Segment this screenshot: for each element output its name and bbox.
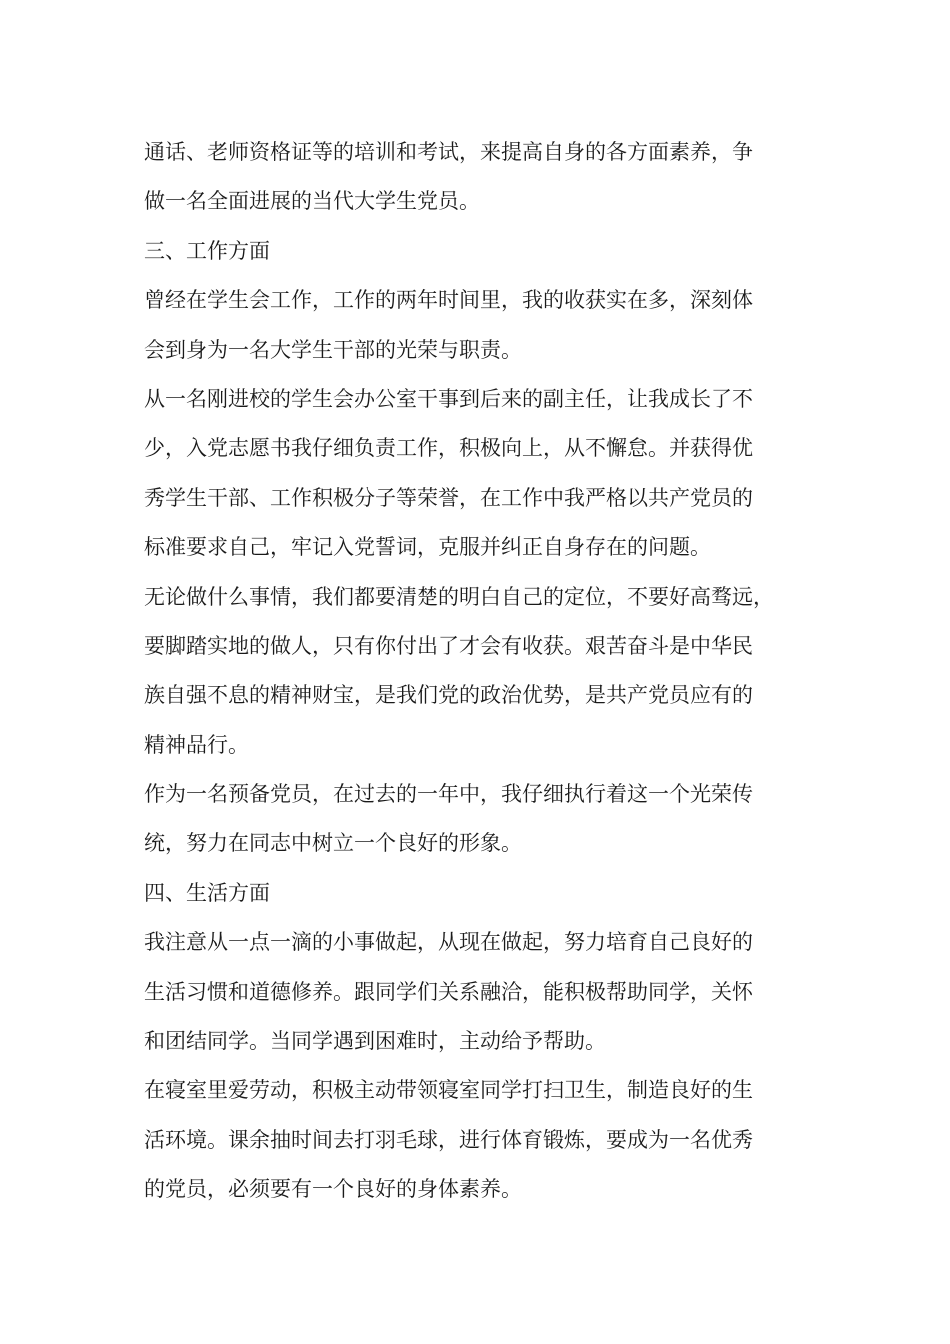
text-line: 秀学生干部、工作积极分子等荣誉，在工作中我严格以共产党员的 (144, 485, 753, 510)
text-line: 在寝室里爱劳动，积极主动带领寝室同学打扫卫生，制造良好的生 (144, 1078, 753, 1103)
section-heading-life: 四、生活方面 (144, 880, 270, 905)
text-line: 无论做什么事情，我们都要清楚的明白自己的定位，不要好高骛远， (144, 584, 774, 609)
text-line: 精神品行。 (144, 732, 249, 757)
text-line: 少，入党志愿书我仔细负责工作，积极向上，从不懈怠。并获得优 (144, 436, 753, 461)
text-line: 和团结同学。当同学遇到困难时，主动给予帮助。 (144, 1029, 606, 1054)
document-body (144, 128, 834, 1215)
text-line: 从一名刚进校的学生会办公室干事到后来的副主任，让我成长了不 (144, 386, 753, 411)
text-line: 做一名全面进展的当代大学生党员。 (144, 189, 480, 214)
text-line: 生活习惯和道德修养。跟同学们关系融洽，能积极帮助同学，关怀 (144, 979, 753, 1004)
text-line: 作为一名预备党员，在过去的一年中，我仔细执行着这一个光荣传 (144, 782, 753, 807)
text-line: 要脚踏实地的做人，只有你付出了才会有收获。艰苦奋斗是中华民 (144, 633, 753, 658)
text-line: 活环境。课余抽时间去打羽毛球，进行体育锻炼，要成为一名优秀 (144, 1127, 753, 1152)
text-line: 统，努力在同志中树立一个良好的形象。 (144, 831, 522, 856)
text-line: 的党员，必须要有一个良好的身体素养。 (144, 1177, 522, 1202)
text-line: 标准要求自己，牢记入党誓词，克服并纠正自身存在的问题。 (144, 535, 711, 560)
text-line: 族自强不息的精神财宝，是我们党的政治优势，是共产党员应有的 (144, 683, 753, 708)
text-line: 通话、老师资格证等的培训和考试，来提高自身的各方面素养，争 (144, 140, 753, 164)
text-line: 会到身为一名大学生干部的光荣与职责。 (144, 337, 522, 362)
text-line: 曾经在学生会工作，工作的两年时间里，我的收获实在多，深刻体 (144, 288, 753, 313)
text-line: 我注意从一点一滴的小事做起，从现在做起，努力培育自己良好的 (144, 930, 753, 955)
section-heading-work: 三、工作方面 (144, 238, 270, 263)
